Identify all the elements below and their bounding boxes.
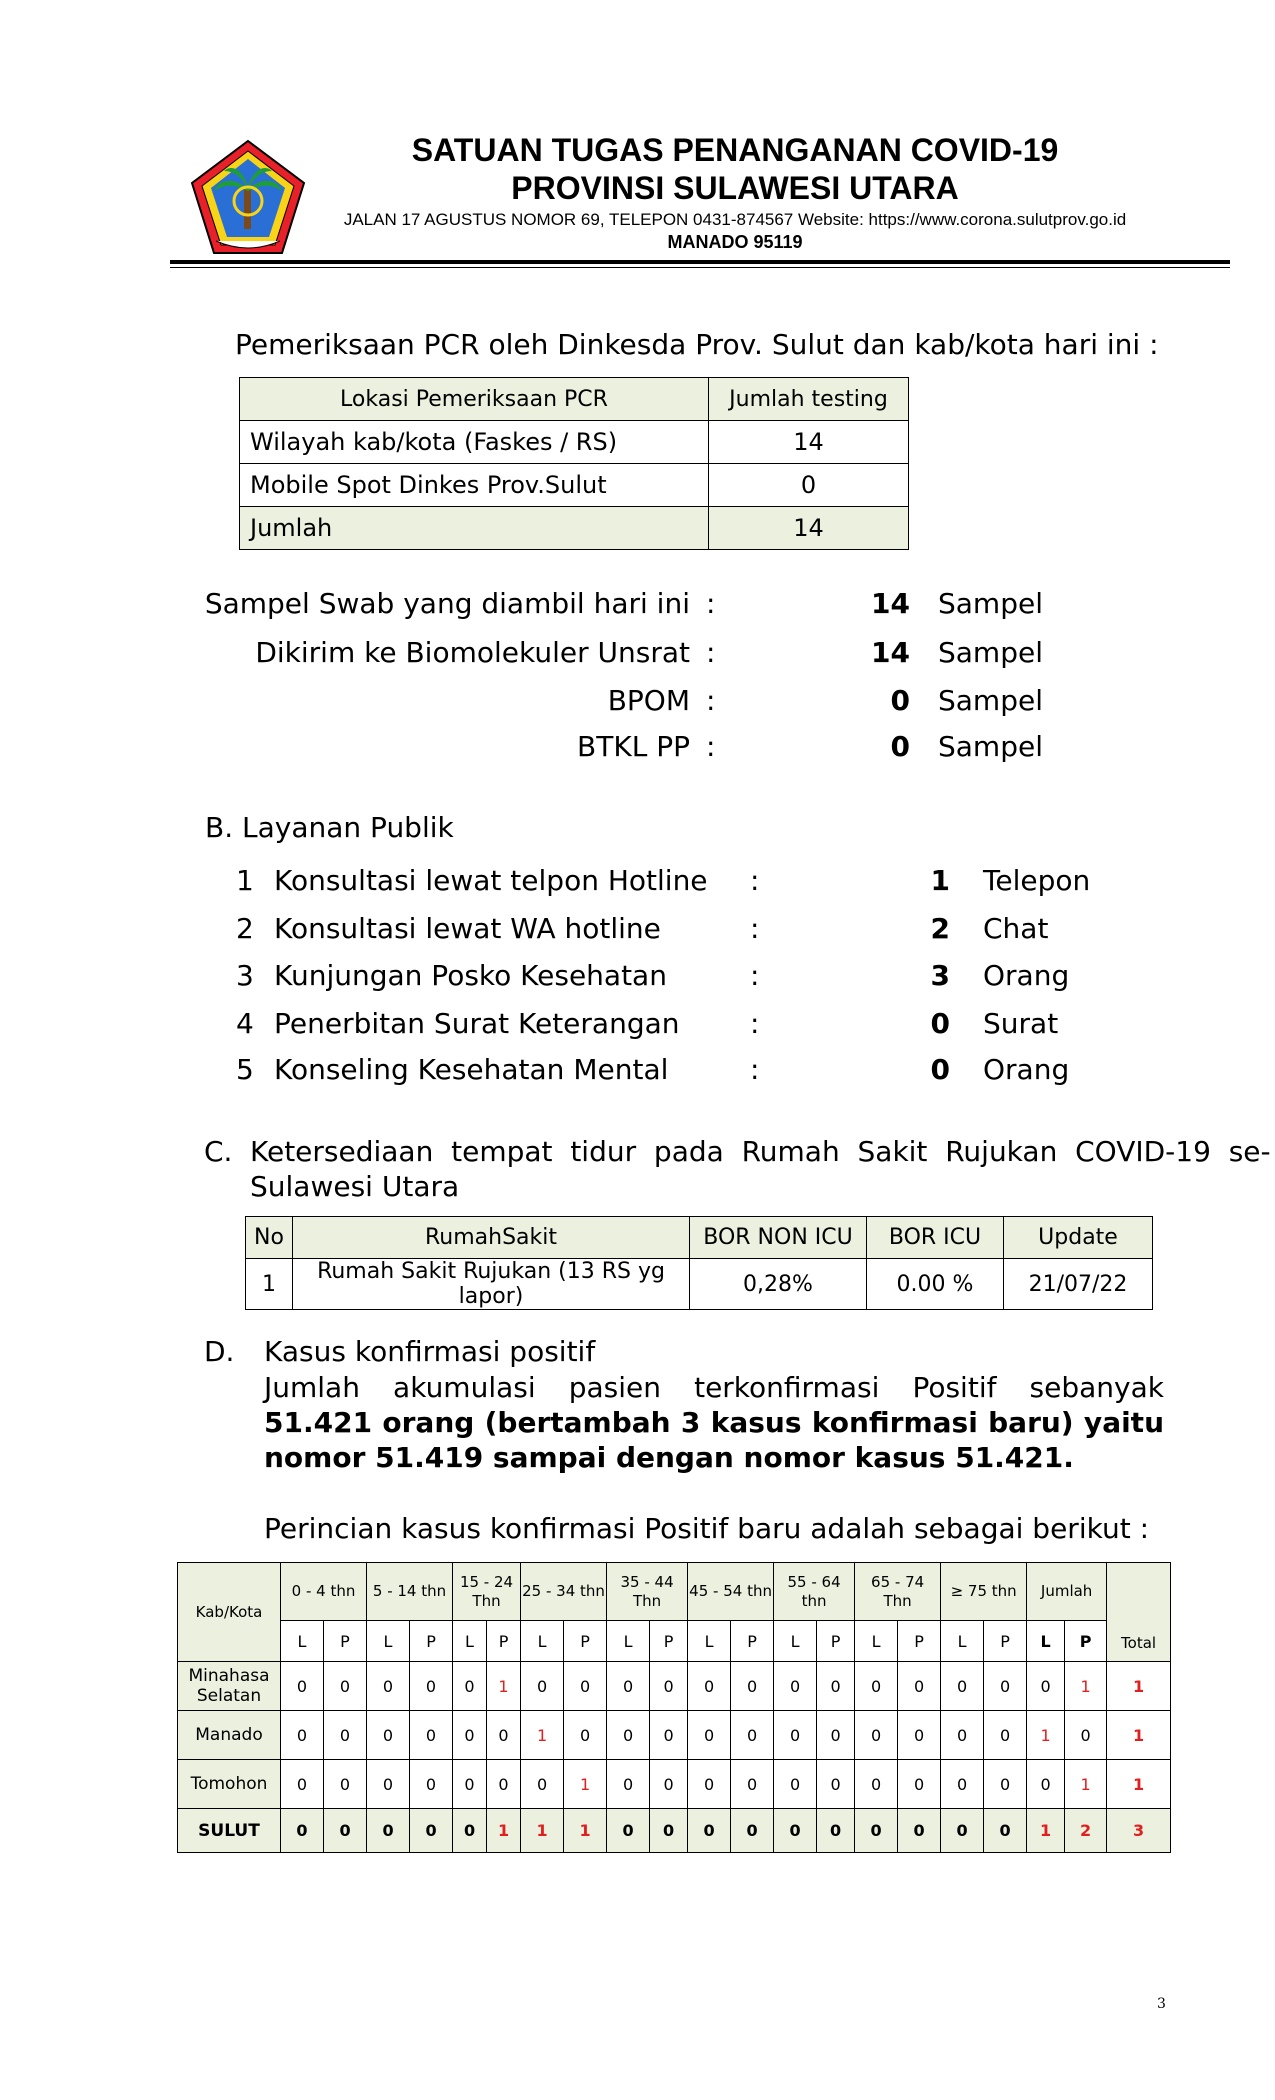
sample-value: 14 (871, 587, 910, 620)
count-cell: 0 (607, 1809, 650, 1853)
sex-header-cell: P (898, 1621, 941, 1662)
count-cell: 0 (410, 1760, 453, 1809)
sex-header-cell: L (941, 1621, 984, 1662)
count-cell: 0 (453, 1760, 487, 1809)
pcr-row-value: 0 (709, 464, 909, 507)
pcr-table-header (240, 378, 909, 421)
count-cell: 0 (367, 1760, 410, 1809)
count-cell: 1 (1065, 1662, 1107, 1711)
kasus-heading: Kasus konfirmasi positif (264, 1335, 596, 1368)
bed-col-no: No (246, 1217, 293, 1259)
age-col-kab: Kab/Kota (178, 1563, 281, 1662)
letterhead-subtitle: PROVINSI SULAWESI UTARA (511, 170, 959, 206)
bed-cell: 0.00 % (867, 1259, 1004, 1310)
pcr-row-label: Wilayah kab/kota (Faskes / RS) (240, 421, 709, 464)
age-col-total: Total (1107, 1563, 1171, 1662)
count-cell: 0 (564, 1662, 607, 1711)
layanan-number: 2 (236, 912, 254, 945)
count-cell: 0 (564, 1711, 607, 1760)
count-cell: 0 (487, 1760, 521, 1809)
sex-header-cell: P (324, 1621, 367, 1662)
age-group-header: 0 - 4 thn (281, 1563, 367, 1621)
page-number: 3 (1157, 1996, 1166, 2012)
sex-header-cell: L (607, 1621, 650, 1662)
sample-label: Sampel Swab yang diambil hari ini (204, 587, 690, 620)
count-cell: 1 (1027, 1711, 1065, 1760)
bed-heading-line2: Sulawesi Utara (250, 1170, 460, 1203)
count-cell: 0 (1065, 1711, 1107, 1760)
count-cell: 0 (324, 1711, 367, 1760)
layanan-unit: Chat (983, 912, 1049, 945)
count-cell: 0 (324, 1662, 367, 1711)
layanan-colon: : (750, 1007, 760, 1040)
count-cell: 0 (817, 1662, 855, 1711)
count-cell: 0 (731, 1760, 774, 1809)
sample-label: BPOM (607, 684, 690, 717)
letterhead-city: MANADO 95119 (667, 232, 803, 252)
count-cell: 0 (855, 1809, 898, 1853)
count-cell: 0 (453, 1809, 487, 1853)
bed-cell: 21/07/22 (1004, 1259, 1153, 1310)
count-cell: 0 (521, 1662, 564, 1711)
kasus-paragraph-bold: 51.421 orang (bertambah 3 kasus konfirmasi baru) yaitu nomor 51.419 sampai dengan nomor kasus 51.421. (264, 1406, 1164, 1474)
sex-header-cell: P (731, 1621, 774, 1662)
bed-cell: 0,28% (690, 1259, 867, 1310)
bed-heading-line1: Ketersediaan tempat tidur pada Rumah Sakit Rujukan COVID-19 se- (250, 1135, 1271, 1168)
count-cell: 0 (941, 1711, 984, 1760)
table-row (240, 507, 909, 550)
sample-unit: Sampel (938, 684, 1043, 717)
count-cell: 0 (281, 1809, 324, 1853)
sample-unit: Sampel (938, 730, 1043, 763)
sample-label: Dikirim ke Biomolekuler Unsrat (255, 636, 690, 669)
pcr-table (239, 377, 909, 550)
count-cell: 0 (731, 1662, 774, 1711)
sex-header-cell: P (984, 1621, 1027, 1662)
bed-table-header (246, 1217, 1153, 1259)
row-total-cell: 1 (1107, 1711, 1171, 1760)
count-cell: 0 (817, 1711, 855, 1760)
count-cell: 0 (1027, 1662, 1065, 1711)
pcr-col-count: Jumlah testing (709, 378, 909, 421)
count-cell: 0 (650, 1809, 688, 1853)
sex-header-cell: P (1065, 1621, 1107, 1662)
layanan-heading: B. Layanan Publik (205, 811, 454, 844)
count-cell: 0 (367, 1662, 410, 1711)
count-cell: 0 (281, 1760, 324, 1809)
row-total-cell: 1 (1107, 1760, 1171, 1809)
count-cell: 0 (688, 1662, 731, 1711)
count-cell: 0 (984, 1711, 1027, 1760)
count-cell: 0 (688, 1809, 731, 1853)
row-region-name: Minahasa Selatan (178, 1662, 281, 1711)
sex-header-cell: L (855, 1621, 898, 1662)
layanan-number: 5 (236, 1053, 254, 1086)
age-group-header: 5 - 14 thn (367, 1563, 453, 1621)
letterhead-rule-thick (170, 260, 1230, 264)
row-region-name: Tomohon (178, 1760, 281, 1809)
sex-header-cell: L (688, 1621, 731, 1662)
layanan-value: 0 (930, 1053, 950, 1086)
sample-colon: : (706, 730, 716, 763)
count-cell: 0 (984, 1760, 1027, 1809)
sample-unit: Sampel (938, 636, 1043, 669)
count-cell: 1 (487, 1662, 521, 1711)
count-cell: 0 (410, 1711, 453, 1760)
count-cell: 0 (650, 1711, 688, 1760)
age-group-header: ≥ 75 thn (941, 1563, 1027, 1621)
count-cell: 0 (410, 1662, 453, 1711)
row-region-name: Manado (178, 1711, 281, 1760)
count-cell: 1 (1027, 1809, 1065, 1853)
count-cell: 0 (774, 1809, 817, 1853)
count-cell: 0 (817, 1760, 855, 1809)
count-cell: 0 (817, 1809, 855, 1853)
count-cell: 0 (774, 1711, 817, 1760)
province-emblem-logo (186, 137, 310, 261)
sex-header-cell: L (281, 1621, 324, 1662)
count-cell: 0 (898, 1662, 941, 1711)
table-row (178, 1760, 1171, 1809)
sex-header-cell: L (1027, 1621, 1065, 1662)
count-cell: 0 (898, 1760, 941, 1809)
pcr-col-location: Lokasi Pemeriksaan PCR (240, 378, 709, 421)
count-cell: 0 (731, 1809, 774, 1853)
count-cell: 0 (984, 1662, 1027, 1711)
bed-col-update: Update (1004, 1217, 1153, 1259)
layanan-label: Konsultasi lewat WA hotline (274, 912, 661, 945)
sex-header-cell: P (564, 1621, 607, 1662)
layanan-value: 3 (930, 959, 950, 992)
table-row (240, 464, 909, 507)
bed-col-hospital: RumahSakit (293, 1217, 690, 1259)
sex-header-cell: L (453, 1621, 487, 1662)
row-total-cell: 1 (1107, 1662, 1171, 1711)
layanan-unit: Surat (983, 1007, 1059, 1040)
layanan-value: 1 (930, 864, 950, 897)
age-group-header: 15 - 24 Thn (453, 1563, 521, 1621)
count-cell: 1 (487, 1809, 521, 1853)
kasus-section-letter: D. (204, 1335, 235, 1368)
sample-label: BTKL PP (577, 730, 690, 763)
bed-cell: 1 (246, 1259, 293, 1310)
pcr-row-value: 14 (709, 507, 909, 550)
count-cell: 0 (650, 1662, 688, 1711)
letterhead-title: SATUAN TUGAS PENANGANAN COVID-19 (411, 132, 1059, 168)
age-table-sex-header (178, 1621, 1171, 1662)
kasus-perincian: Perincian kasus konfirmasi Positif baru adalah sebagai berikut : (264, 1512, 1150, 1545)
count-cell: 0 (487, 1711, 521, 1760)
table-row (246, 1259, 1153, 1310)
count-cell: 0 (855, 1711, 898, 1760)
count-cell: 0 (453, 1711, 487, 1760)
layanan-colon: : (750, 864, 760, 897)
count-cell: 0 (607, 1760, 650, 1809)
sex-header-cell: P (487, 1621, 521, 1662)
layanan-number: 4 (236, 1007, 254, 1040)
pcr-row-value: 14 (709, 421, 909, 464)
count-cell: 0 (607, 1662, 650, 1711)
count-cell: 2 (1065, 1809, 1107, 1853)
kasus-paragraph-normal: Jumlah akumulasi pasien terkonfirmasi Positif sebanyak (264, 1371, 1173, 1404)
count-cell: 0 (688, 1760, 731, 1809)
total-row (178, 1809, 1171, 1853)
age-group-header: Jumlah (1027, 1563, 1107, 1621)
sex-header-cell: L (774, 1621, 817, 1662)
age-breakdown-table (177, 1562, 1171, 1853)
count-cell: 1 (521, 1711, 564, 1760)
count-cell: 0 (324, 1760, 367, 1809)
table-row (178, 1662, 1171, 1711)
count-cell: 0 (281, 1711, 324, 1760)
count-cell: 1 (564, 1809, 607, 1853)
pcr-row-label: Jumlah (240, 507, 709, 550)
count-cell: 0 (521, 1760, 564, 1809)
count-cell: 0 (281, 1662, 324, 1711)
sample-value: 0 (890, 730, 910, 763)
count-cell: 0 (367, 1809, 410, 1853)
count-cell: 0 (607, 1711, 650, 1760)
count-cell: 0 (941, 1662, 984, 1711)
sex-header-cell: P (650, 1621, 688, 1662)
sample-value: 0 (890, 684, 910, 717)
layanan-number: 1 (236, 864, 254, 897)
layanan-label: Konsultasi lewat telpon Hotline (274, 864, 708, 897)
sample-colon: : (706, 636, 716, 669)
count-cell: 0 (650, 1760, 688, 1809)
letterhead-address: JALAN 17 AGUSTUS NOMOR 69, TELEPON 0431-874567 Website: https://www.corona.sulutprov.go.id (343, 210, 1127, 229)
sex-header-cell: P (817, 1621, 855, 1662)
layanan-value: 0 (930, 1007, 950, 1040)
age-table-body (178, 1662, 1171, 1853)
count-cell: 0 (1027, 1760, 1065, 1809)
kasus-paragraph (264, 1370, 1173, 1475)
count-cell: 0 (941, 1809, 984, 1853)
row-total-cell: 3 (1107, 1809, 1171, 1853)
table-row (240, 421, 909, 464)
count-cell: 0 (367, 1711, 410, 1760)
layanan-label: Kunjungan Posko Kesehatan (274, 959, 667, 992)
layanan-colon: : (750, 959, 760, 992)
sex-header-cell: L (521, 1621, 564, 1662)
count-cell: 1 (564, 1760, 607, 1809)
age-group-header: 35 - 44 Thn (607, 1563, 688, 1621)
age-group-header: 25 - 34 thn (521, 1563, 607, 1621)
layanan-value: 2 (930, 912, 950, 945)
layanan-unit: Telepon (983, 864, 1091, 897)
count-cell: 0 (941, 1760, 984, 1809)
row-region-name: SULUT (178, 1809, 281, 1853)
bed-col-bor-icu: BOR ICU (867, 1217, 1004, 1259)
count-cell: 0 (984, 1809, 1027, 1853)
layanan-colon: : (750, 1053, 760, 1086)
sample-value: 14 (871, 636, 910, 669)
layanan-unit: Orang (983, 1053, 1070, 1086)
sample-unit: Sampel (938, 587, 1043, 620)
age-group-header: 45 - 54 thn (688, 1563, 774, 1621)
age-table-group-header (178, 1563, 1171, 1621)
count-cell: 0 (855, 1760, 898, 1809)
count-cell: 0 (731, 1711, 774, 1760)
count-cell: 1 (1065, 1760, 1107, 1809)
sample-colon: : (706, 587, 716, 620)
count-cell: 0 (410, 1809, 453, 1853)
sex-header-cell: P (410, 1621, 453, 1662)
pcr-row-label: Mobile Spot Dinkes Prov.Sulut (240, 464, 709, 507)
count-cell: 0 (324, 1809, 367, 1853)
layanan-label: Konseling Kesehatan Mental (274, 1053, 669, 1086)
bed-col-bor-non-icu: BOR NON ICU (690, 1217, 867, 1259)
bed-cell: Rumah Sakit Rujukan (13 RS yg lapor) (293, 1259, 690, 1310)
pcr-heading: Pemeriksaan PCR oleh Dinkesda Prov. Sulut dan kab/kota hari ini : (235, 328, 1159, 361)
count-cell: 0 (774, 1760, 817, 1809)
bed-table (245, 1216, 1153, 1310)
table-row (178, 1711, 1171, 1760)
layanan-label: Penerbitan Surat Keterangan (274, 1007, 680, 1040)
layanan-colon: : (750, 912, 760, 945)
sample-colon: : (706, 684, 716, 717)
count-cell: 1 (521, 1809, 564, 1853)
layanan-number: 3 (236, 959, 254, 992)
count-cell: 0 (453, 1662, 487, 1711)
age-group-header: 65 - 74 Thn (855, 1563, 941, 1621)
layanan-unit: Orang (983, 959, 1070, 992)
letterhead-rule-thin (170, 267, 1230, 268)
sex-header-cell: L (367, 1621, 410, 1662)
count-cell: 0 (774, 1662, 817, 1711)
bed-section-letter: C. (204, 1135, 233, 1168)
count-cell: 0 (855, 1662, 898, 1711)
count-cell: 0 (898, 1809, 941, 1853)
count-cell: 0 (898, 1711, 941, 1760)
age-group-header: 55 - 64 thn (774, 1563, 855, 1621)
count-cell: 0 (688, 1711, 731, 1760)
